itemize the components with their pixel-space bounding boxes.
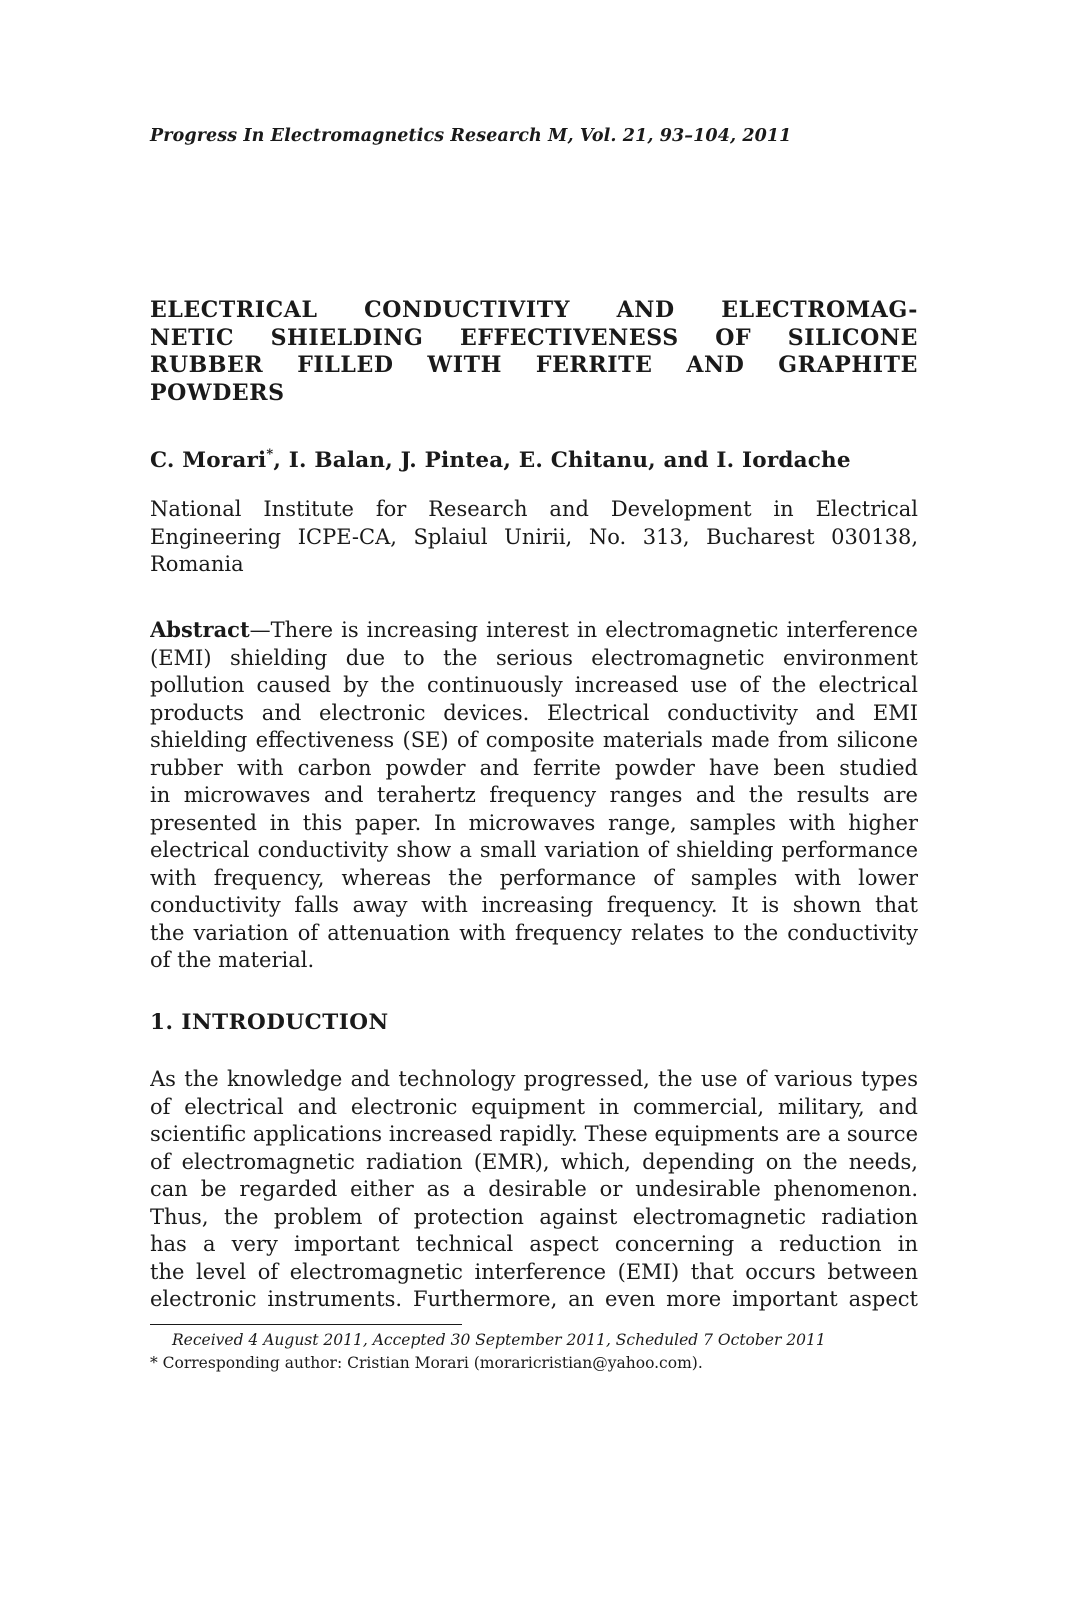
author-rest: , I. Balan, J. Pintea, E. Chitanu, and I. Iordache [273,448,851,473]
body-line: has a very important technical aspect concerning a reduction in [150,1232,918,1256]
abstract-line: in microwaves and terahertz frequency ranges and the results are [150,783,918,807]
affiliation-line: Romania [150,552,244,576]
section-heading-introduction: 1. INTRODUCTION [150,1010,389,1035]
paper-title [150,297,918,407]
abstract-line: rubber with carbon powder and ferrite powder have been studied [150,755,918,780]
author-list [150,448,918,473]
footnote-dates: Received 4 August 2011, Accepted 30 September 2011, Scheduled 7 October 2011 [172,1331,826,1349]
affiliation-line: National Institute for Research and Development in Electrical [150,497,918,521]
title-line: RUBBER FILLED WITH FERRITE AND GRAPHITE [150,352,918,378]
affiliation-line: Engineering ICPE-CA, Splaiul Unirii, No. 313, Bucharest 030138, [150,524,918,549]
title-line: ELECTRICAL CONDUCTIVITY AND ELECTROMAG- [150,297,918,323]
footnote-corresponding-author: * Corresponding author: Cristian Morari (moraricristian@yahoo.com). [150,1354,703,1372]
abstract-line: pollution caused by the continuously increased use of the electrical [150,673,918,697]
abstract-line: products and electronic devices. Electrical conductivity and EMI [150,700,918,725]
affiliation [150,496,918,579]
abstract-line: with frequency, whereas the performance of samples with lower [150,865,918,890]
body-line: can be regarded either as a desirable or undesirable phenomenon. [150,1177,918,1201]
body-line: As the knowledge and technology progressed, the use of various types [150,1067,918,1091]
body-line: electronic instruments. Furthermore, an even more important aspect [150,1287,918,1311]
body-line: Thus, the problem of protection against electromagnetic radiation [150,1204,918,1229]
body-line: scientific applications increased rapidly. These equipments are a source [150,1122,918,1146]
paper-page [150,0,918,1600]
abstract-line: the variation of attenuation with frequency relates to the conductivity [150,920,918,945]
body-line: the level of electromagnetic interference (EMI) that occurs between [150,1259,918,1284]
abstract-line: conductivity falls away with increasing frequency. It is shown that [150,893,918,917]
abstract-line: electrical conductivity show a small variation of shielding performance [150,838,918,862]
abstract-line [150,616,918,645]
abstract-line: of the material. [150,948,315,972]
body-line: of electrical and electronic equipment in commercial, military, and [150,1094,918,1119]
footnote-divider [150,1324,462,1325]
author-first: C. Morari [150,448,267,473]
abstract-first-line-text: —There is increasing interest in electromagnetic interference [249,618,918,642]
title-line: NETIC SHIELDING EFFECTIVENESS OF SILICONE [150,324,918,351]
abstract [150,616,918,975]
abstract-label: Abstract [150,617,250,642]
title-line: POWDERS [150,379,285,406]
body-line: of electromagnetic radiation (EMR), which, depending on the needs, [150,1149,918,1174]
journal-header: Progress In Electromagnetics Research M, Vol. 21, 93–104, 2011 [150,126,792,146]
abstract-line: (EMI) shielding due to the serious electromagnetic environment [150,645,918,670]
corresponding-author-mark: * [266,447,274,462]
abstract-line: presented in this paper. In microwaves range, samples with higher [150,810,918,835]
introduction-body [150,1066,918,1314]
abstract-line: shielding effectiveness (SE) of composite materials made from silicone [150,728,918,752]
